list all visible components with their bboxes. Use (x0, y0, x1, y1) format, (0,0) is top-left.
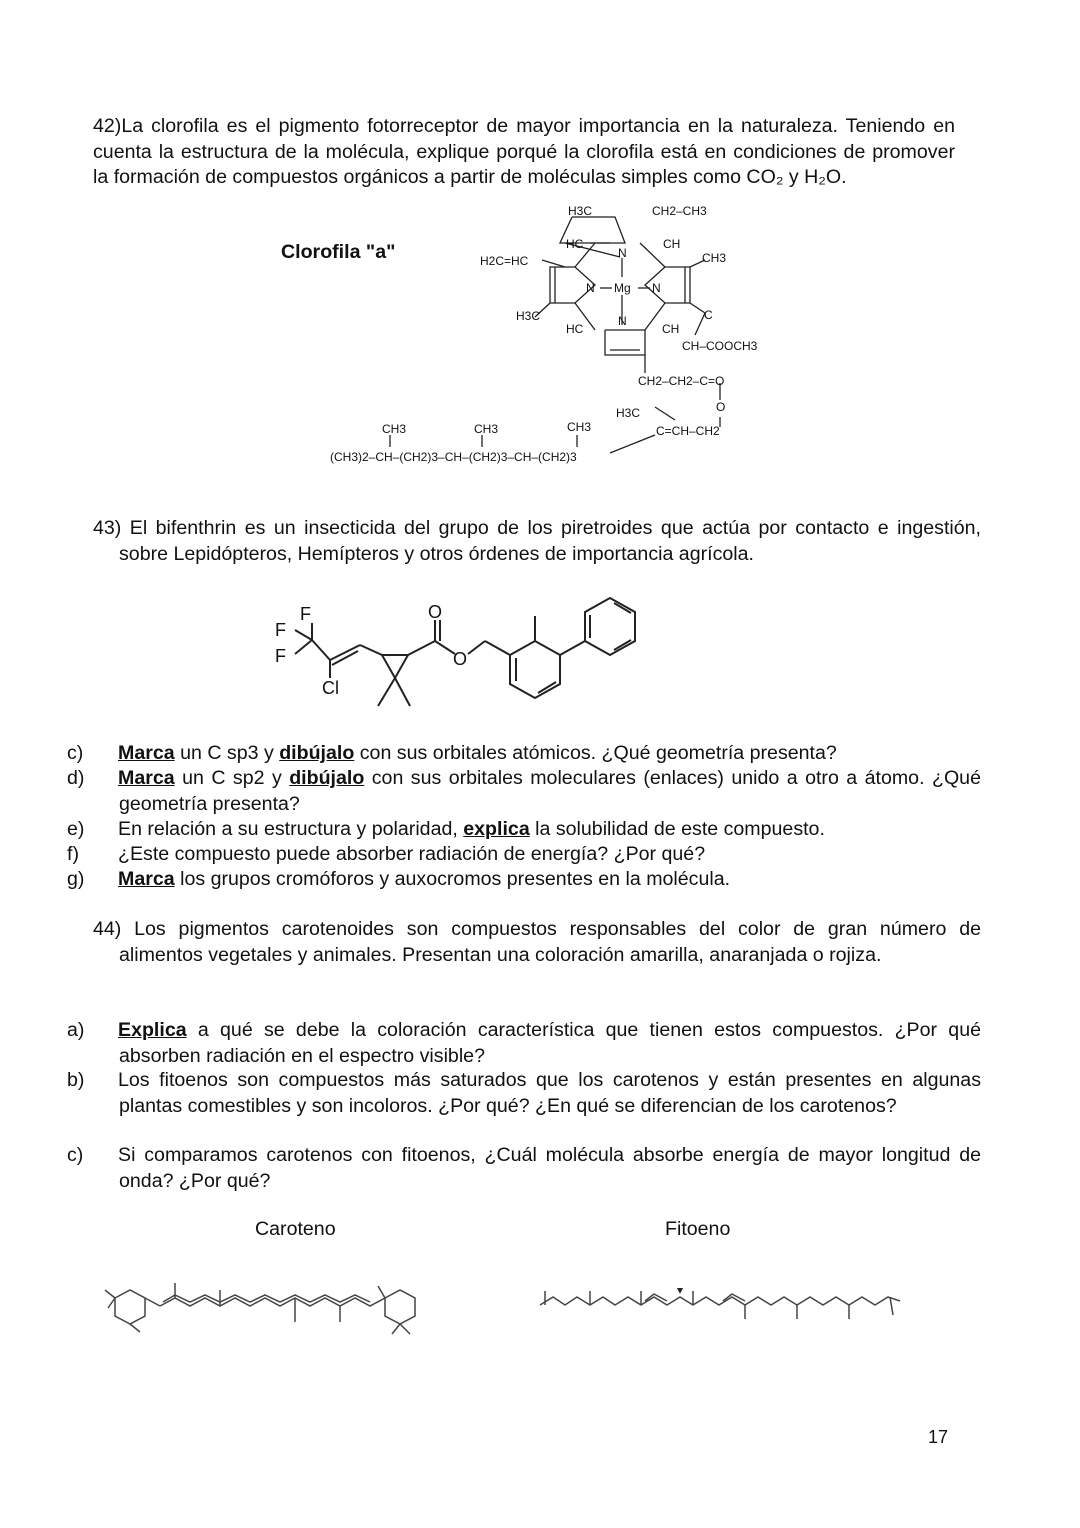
fitoeno-label: Fitoeno (665, 1218, 731, 1240)
chcooch3: CH–COOCH3 (682, 339, 758, 353)
o-ester: O (453, 649, 468, 669)
item-text: a qué se debe la coloración característica que tienen estos compuestos. ¿Por qué absorben radiación en el espectro visible? (119, 1019, 981, 1067)
emphasis-word: Explica (118, 1019, 187, 1041)
bifenthrin-structure (270, 598, 650, 713)
h3c-tail: H3C (616, 406, 641, 420)
ch3-1: CH3 (382, 422, 407, 436)
item-text: con sus orbitales atómicos. ¿Qué geometría presenta? (354, 742, 837, 764)
q43-text: 43) El bifenthrin es un insecticida del grupo de los piretroides que actúa por contacto e ingestión, sobre Lepidópteros, Hemípteros y otros órdenes de importancia agrícola. (93, 517, 981, 565)
emphasis-word: dibújalo (289, 767, 365, 789)
ch3-right: CH3 (702, 251, 727, 265)
chain: CH2–CH2–C=O (638, 374, 725, 388)
q43-item-g (67, 867, 981, 893)
item-text: con sus orbitales moleculares (enlaces) unido a otro a átomo. ¿Qué geometría presenta? (119, 767, 981, 815)
item-label: e) (67, 818, 85, 840)
item-label: g) (67, 868, 85, 890)
item-text: Si comparamos carotenos con fitoenos, ¿Cuál molécula absorbe energía de mayor longitud de onda? ¿Por qué? (118, 1144, 981, 1192)
item-text: un C sp2 y (174, 767, 290, 789)
q43-item-e (67, 817, 981, 843)
n-left: N (586, 281, 595, 295)
ch2ch3: CH2–CH3 (652, 204, 707, 218)
item-text: ¿Este compuesto puede absorber radiación de energía? ¿Por qué? (118, 843, 706, 865)
o-carbonyl: O (428, 602, 443, 622)
emphasis-word: explica (463, 818, 530, 840)
hc-top: HC (566, 237, 584, 251)
item-label: c) (67, 742, 84, 764)
h3c-top: H3C (568, 204, 593, 218)
item-text: un C sp3 y (174, 742, 280, 764)
c-right: C (704, 308, 713, 322)
hc-bottom: HC (566, 322, 584, 336)
q43-item-c (67, 741, 981, 767)
ch-top: CH (663, 237, 681, 251)
caroteno-label: Caroteno (255, 1218, 336, 1240)
clorofila-structure (320, 195, 780, 475)
ch3-2: CH3 (474, 422, 499, 436)
q43-item-f (67, 842, 981, 868)
q44-item-c (67, 1143, 981, 1194)
emphasis-word: Marca (118, 767, 175, 789)
n-top: N (618, 246, 627, 260)
caroteno-structure (100, 1278, 420, 1338)
emphasis-word: dibújalo (279, 742, 355, 764)
h3c-left: H3C (516, 309, 541, 323)
n-right: N (652, 281, 661, 295)
mg: Mg (614, 281, 631, 295)
h2c-hc: H2C=HC (480, 254, 529, 268)
emphasis-word: Marca (118, 742, 175, 764)
ch3-3: CH3 (567, 420, 592, 434)
item-text: Los fitoenos son compuestos más saturados que los carotenos y están presentes en algunas plantas comestibles y son incoloros. ¿Por qué? ¿En qué se diferencian de los carotenos? (118, 1069, 981, 1117)
f1: F (300, 604, 311, 624)
item-label: f) (67, 843, 79, 865)
q44-item-a (67, 1018, 981, 1069)
item-label: a) (67, 1019, 85, 1041)
q44-text: 44) Los pigmentos carotenoides son compuestos responsables del color de gran número de alimentos vegetales y animales. Presentan una coloración amarilla, anaranjada o rojiza. (93, 918, 981, 966)
f2: F (275, 620, 286, 640)
q43-item-d (67, 766, 981, 817)
item-text: la solubilidad de este compuesto. (529, 818, 825, 840)
page-number: 17 (928, 1427, 949, 1447)
item-label: b) (67, 1069, 85, 1091)
item-label: c) (67, 1144, 84, 1166)
oxygen: O (716, 400, 726, 414)
n-bottom: N (618, 314, 627, 328)
f3: F (275, 646, 286, 666)
cl: Cl (322, 678, 339, 698)
q44-item-b (67, 1068, 981, 1119)
item-text: los grupos cromóforos y auxocromos presentes en la molécula. (174, 868, 731, 890)
fitoeno-structure (535, 1283, 905, 1328)
q42-text: 42)La clorofila es el pigmento fotorreceptor de mayor importancia en la naturaleza. Teniendo en cuenta la estructura de la molécula, explique porqué la clorofila está en condiciones de promover la formación de compuestos orgánicos a partir de moléculas simples como CO₂ y H₂O. (93, 115, 955, 188)
ch-bottom: CH (662, 322, 680, 336)
item-label: d) (67, 767, 85, 789)
phytyl: (CH3)2–CH–(CH2)3–CH–(CH2)3–CH–(CH2)3 (330, 450, 577, 464)
c-ch-ch2: C=CH–CH2 (656, 424, 720, 438)
clorofila-label: Clorofila "a" (281, 241, 396, 263)
item-text: En relación a su estructura y polaridad, (118, 818, 464, 840)
emphasis-word: Marca (118, 868, 175, 890)
